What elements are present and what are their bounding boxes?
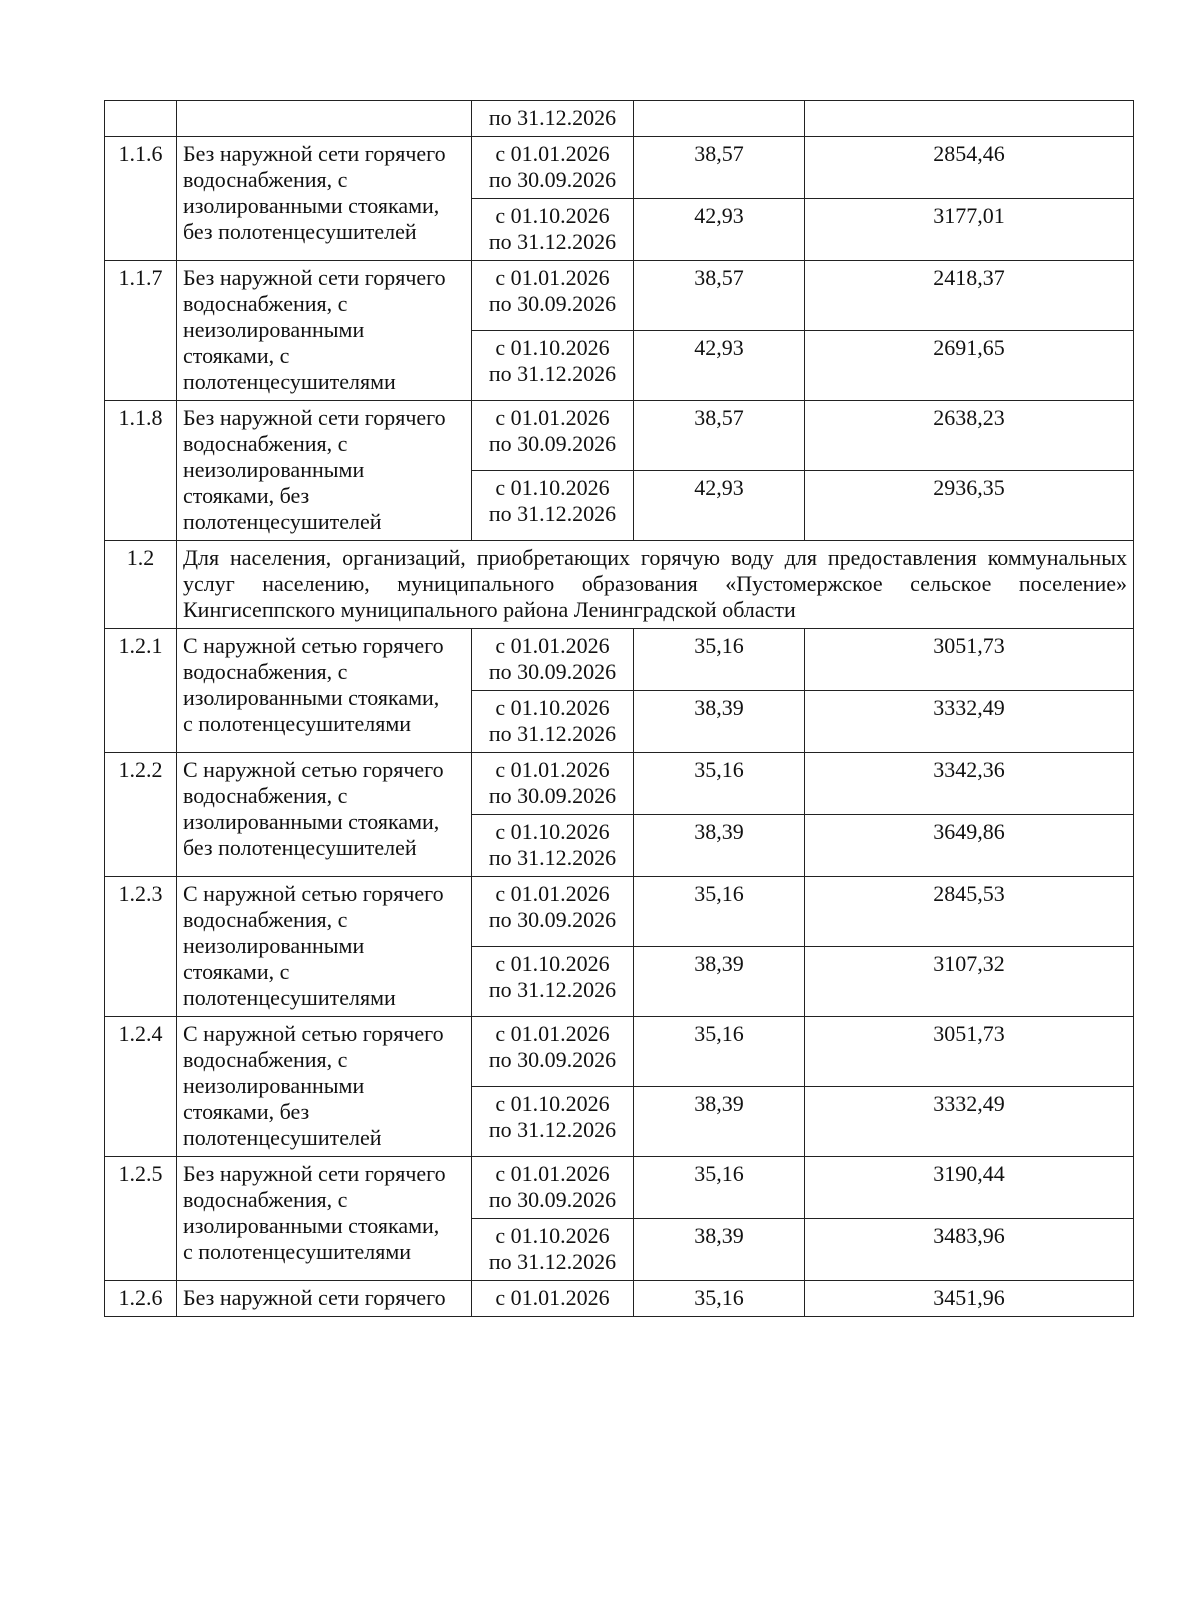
price-cell xyxy=(805,471,1134,541)
description-line: изолированными стояками, xyxy=(183,685,440,710)
row-number-cell xyxy=(105,753,177,877)
section-title-cell xyxy=(177,541,1134,629)
price-cell xyxy=(805,1157,1134,1219)
rate-value: 38,39 xyxy=(694,695,744,720)
price-cell xyxy=(805,947,1134,1017)
tariff-table xyxy=(104,100,1134,1317)
rate-value: 42,93 xyxy=(694,203,744,228)
rate-cell xyxy=(634,199,805,261)
description-line: стояками, без xyxy=(183,483,310,508)
rate-cell xyxy=(634,815,805,877)
period-start: с 01.01.2026 xyxy=(495,1021,610,1046)
period-cell xyxy=(472,691,634,753)
tariff-table-body xyxy=(105,101,1134,1317)
rate-cell xyxy=(634,471,805,541)
rate-cell xyxy=(634,137,805,199)
description-line: полотенцесушителей xyxy=(183,1125,382,1150)
table-row xyxy=(105,261,1134,331)
rate-cell xyxy=(634,1087,805,1157)
period-end: по 31.12.2026 xyxy=(488,229,617,254)
price-value: 3177,01 xyxy=(933,203,1005,228)
row-number: 1.1.7 xyxy=(118,265,163,290)
period-end: по 31.12.2026 xyxy=(488,1117,617,1142)
description-cell xyxy=(177,1017,472,1157)
rate-cell xyxy=(634,753,805,815)
description-line: полотенцесушителями xyxy=(183,985,396,1010)
period-start: с 01.10.2026 xyxy=(495,695,610,720)
description-line: водоснабжения, с xyxy=(183,659,348,684)
description-cell xyxy=(177,101,472,137)
table-row xyxy=(105,137,1134,199)
period-end: по 30.09.2026 xyxy=(488,783,617,808)
rate-cell xyxy=(634,1017,805,1087)
period-end: по 31.12.2026 xyxy=(488,1249,617,1274)
rate-value: 42,93 xyxy=(694,475,744,500)
description-cell xyxy=(177,753,472,877)
period-cell xyxy=(472,815,634,877)
section-number: 1.2 xyxy=(126,545,155,570)
period-end: по 31.12.2026 xyxy=(488,105,617,130)
period-start: с 01.01.2026 xyxy=(495,265,610,290)
period-cell xyxy=(472,1219,634,1281)
table-row xyxy=(105,877,1134,947)
rate-cell xyxy=(634,1281,805,1317)
price-cell xyxy=(805,753,1134,815)
description-line: водоснабжения, с xyxy=(183,783,348,808)
description-line: водоснабжения, с xyxy=(183,291,348,316)
rate-cell xyxy=(634,1157,805,1219)
period-end: по 30.09.2026 xyxy=(488,431,617,456)
row-number: 1.2.3 xyxy=(118,881,163,906)
price-value: 2936,35 xyxy=(933,475,1005,500)
rate-value: 38,39 xyxy=(694,819,744,844)
period-start: с 01.01.2026 xyxy=(495,633,610,658)
table-row xyxy=(105,1017,1134,1087)
period-start: с 01.01.2026 xyxy=(495,1285,610,1310)
price-value: 3107,32 xyxy=(933,951,1005,976)
description-line: изолированными стояками, xyxy=(183,809,440,834)
period-end: по 30.09.2026 xyxy=(488,907,617,932)
price-cell xyxy=(805,1281,1134,1317)
description-line: неизолированными xyxy=(183,317,365,342)
price-value: 3451,96 xyxy=(933,1285,1005,1310)
rate-value: 35,16 xyxy=(694,633,744,658)
price-value: 3342,36 xyxy=(933,757,1005,782)
period-end: по 31.12.2026 xyxy=(488,845,617,870)
price-cell xyxy=(805,137,1134,199)
description-line: с полотенцесушителями xyxy=(183,1239,412,1264)
rate-cell xyxy=(634,101,805,137)
description-line: водоснабжения, с xyxy=(183,167,348,192)
row-number: 1.2.2 xyxy=(118,757,163,782)
period-end: по 30.09.2026 xyxy=(488,1047,617,1072)
period-end: по 30.09.2026 xyxy=(488,291,617,316)
description-line: водоснабжения, с xyxy=(183,1047,348,1072)
section-title: Для населения, организаций, приобретающих горячую воду для предоставления коммунальных услуг населению, муниципального образования «Пустомержское сельское поселение» Кингисеппского муниципального района Ленинградской области xyxy=(183,545,1127,622)
period-start: с 01.10.2026 xyxy=(495,1223,610,1248)
description-line: без полотенцесушителей xyxy=(183,835,417,860)
rate-value: 35,16 xyxy=(694,1021,744,1046)
row-number-cell xyxy=(105,877,177,1017)
price-value: 3483,96 xyxy=(933,1223,1005,1248)
rate-value: 38,39 xyxy=(694,1223,744,1248)
price-value: 3190,44 xyxy=(933,1161,1005,1186)
table-row xyxy=(105,753,1134,815)
row-number-cell xyxy=(105,137,177,261)
row-number-cell xyxy=(105,629,177,753)
period-end: по 30.09.2026 xyxy=(488,1187,617,1212)
period-cell xyxy=(472,471,634,541)
price-cell xyxy=(805,331,1134,401)
description-line: Без наружной сети горячего xyxy=(183,1161,446,1186)
price-cell xyxy=(805,101,1134,137)
rate-value: 35,16 xyxy=(694,757,744,782)
period-start: с 01.10.2026 xyxy=(495,335,610,360)
rate-value: 38,39 xyxy=(694,951,744,976)
description-line: стояками, без xyxy=(183,1099,310,1124)
rate-cell xyxy=(634,877,805,947)
period-start: с 01.10.2026 xyxy=(495,819,610,844)
period-start: с 01.10.2026 xyxy=(495,951,610,976)
price-value: 2845,53 xyxy=(933,881,1005,906)
price-value: 3051,73 xyxy=(933,633,1005,658)
description-line: Без наружной сети горячего xyxy=(183,405,446,430)
description-line: Без наружной сети горячего xyxy=(183,141,446,166)
description-cell xyxy=(177,1157,472,1281)
description-line: Без наружной сети горячего xyxy=(183,265,446,290)
table-row xyxy=(105,401,1134,471)
period-start: с 01.10.2026 xyxy=(495,203,610,228)
rate-cell xyxy=(634,401,805,471)
description-cell xyxy=(177,137,472,261)
price-value: 3051,73 xyxy=(933,1021,1005,1046)
price-value: 3332,49 xyxy=(933,1091,1005,1116)
rate-value: 42,93 xyxy=(694,335,744,360)
description-line: изолированными стояками, xyxy=(183,193,440,218)
period-start: с 01.01.2026 xyxy=(495,1161,610,1186)
description-line: водоснабжения, с xyxy=(183,431,348,456)
table-row xyxy=(105,1281,1134,1317)
price-cell xyxy=(805,629,1134,691)
row-number-cell xyxy=(105,401,177,541)
period-start: с 01.01.2026 xyxy=(495,141,610,166)
rate-value: 38,57 xyxy=(694,141,744,166)
period-cell xyxy=(472,1087,634,1157)
table-row xyxy=(105,629,1134,691)
description-line: изолированными стояками, xyxy=(183,1213,440,1238)
period-start: с 01.10.2026 xyxy=(495,475,610,500)
price-value: 2691,65 xyxy=(933,335,1005,360)
row-number: 1.2.6 xyxy=(118,1285,163,1310)
price-value: 2638,23 xyxy=(933,405,1005,430)
description-cell xyxy=(177,1281,472,1317)
rate-value: 35,16 xyxy=(694,881,744,906)
price-cell xyxy=(805,1219,1134,1281)
price-cell xyxy=(805,1017,1134,1087)
description-line: С наружной сетью горячего xyxy=(183,757,444,782)
period-end: по 30.09.2026 xyxy=(488,167,617,192)
period-cell xyxy=(472,101,634,137)
price-cell xyxy=(805,199,1134,261)
section-number-cell xyxy=(105,541,177,629)
price-value: 3332,49 xyxy=(933,695,1005,720)
price-cell xyxy=(805,691,1134,753)
description-line: водоснабжения, с xyxy=(183,1187,348,1212)
row-number-cell xyxy=(105,261,177,401)
period-end: по 31.12.2026 xyxy=(488,501,617,526)
row-number: 1.1.6 xyxy=(118,141,163,166)
row-number: 1.1.8 xyxy=(118,405,163,430)
row-number-cell xyxy=(105,1017,177,1157)
description-line: полотенцесушителями xyxy=(183,369,396,394)
description-line: стояками, с xyxy=(183,959,290,984)
period-start: с 01.10.2026 xyxy=(495,1091,610,1116)
description-line: водоснабжения, с xyxy=(183,907,348,932)
period-end: по 31.12.2026 xyxy=(488,977,617,1002)
rate-cell xyxy=(634,1219,805,1281)
period-cell xyxy=(472,1157,634,1219)
description-cell xyxy=(177,877,472,1017)
rate-cell xyxy=(634,691,805,753)
period-cell xyxy=(472,137,634,199)
row-number: 1.2.5 xyxy=(118,1161,163,1186)
description-line: Без наружной сети горячего xyxy=(183,1285,446,1310)
period-cell xyxy=(472,753,634,815)
description-cell xyxy=(177,261,472,401)
rate-cell xyxy=(634,629,805,691)
description-line: полотенцесушителей xyxy=(183,509,382,534)
rate-value: 38,57 xyxy=(694,265,744,290)
row-number-cell xyxy=(105,101,177,137)
period-end: по 31.12.2026 xyxy=(488,721,617,746)
period-cell xyxy=(472,629,634,691)
price-cell xyxy=(805,815,1134,877)
price-cell xyxy=(805,401,1134,471)
period-cell xyxy=(472,1281,634,1317)
price-cell xyxy=(805,1087,1134,1157)
period-end: по 31.12.2026 xyxy=(488,361,617,386)
row-number: 1.2.4 xyxy=(118,1021,163,1046)
table-row xyxy=(105,101,1134,137)
period-start: с 01.01.2026 xyxy=(495,405,610,430)
description-cell xyxy=(177,401,472,541)
period-cell xyxy=(472,331,634,401)
description-line: неизолированными xyxy=(183,933,365,958)
period-cell xyxy=(472,947,634,1017)
description-cell xyxy=(177,629,472,753)
price-value: 3649,86 xyxy=(933,819,1005,844)
description-line: без полотенцесушителей xyxy=(183,219,417,244)
period-cell xyxy=(472,1017,634,1087)
rate-value: 35,16 xyxy=(694,1161,744,1186)
rate-cell xyxy=(634,947,805,1017)
description-line: С наружной сетью горячего xyxy=(183,633,444,658)
description-line: неизолированными xyxy=(183,1073,365,1098)
section-row xyxy=(105,541,1134,629)
price-cell xyxy=(805,261,1134,331)
period-cell xyxy=(472,199,634,261)
price-value: 2418,37 xyxy=(933,265,1005,290)
period-cell xyxy=(472,877,634,947)
price-value: 2854,46 xyxy=(933,141,1005,166)
row-number-cell xyxy=(105,1157,177,1281)
rate-cell xyxy=(634,261,805,331)
rate-value: 38,39 xyxy=(694,1091,744,1116)
description-line: стояками, с xyxy=(183,343,290,368)
description-line: С наружной сетью горячего xyxy=(183,881,444,906)
row-number: 1.2.1 xyxy=(118,633,163,658)
price-cell xyxy=(805,877,1134,947)
rate-value: 35,16 xyxy=(694,1285,744,1310)
rate-value: 38,57 xyxy=(694,405,744,430)
period-cell xyxy=(472,401,634,471)
rate-cell xyxy=(634,331,805,401)
period-cell xyxy=(472,261,634,331)
row-number-cell xyxy=(105,1281,177,1317)
period-start: с 01.01.2026 xyxy=(495,881,610,906)
description-line: с полотенцесушителями xyxy=(183,711,412,736)
description-line: неизолированными xyxy=(183,457,365,482)
period-start: с 01.01.2026 xyxy=(495,757,610,782)
period-end: по 30.09.2026 xyxy=(488,659,617,684)
table-row xyxy=(105,1157,1134,1219)
description-line: С наружной сетью горячего xyxy=(183,1021,444,1046)
